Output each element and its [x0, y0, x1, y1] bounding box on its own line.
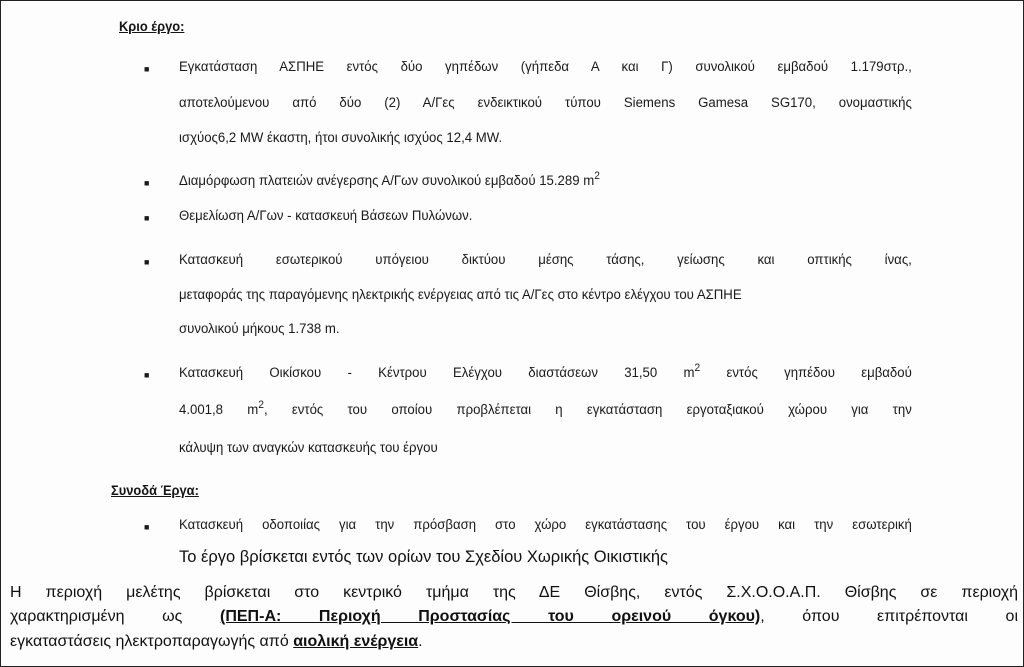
item-1-line-2: αποτελούμενου από δύο (2) Α/Γες ενδεικτικού τύπου Siemens Gamesa SG170, ονομαστικής: [179, 95, 912, 111]
bullet-icon: ■: [144, 213, 150, 223]
zone-designation: (ΠΕΠ-Α: Περιοχή Προστασίας του ορεινού όγκου): [220, 608, 761, 625]
item-4-line-3: συνολικού μήκους 1.738 m.: [179, 321, 340, 337]
study-area-para-line-2: χαρακτηρισμένη ως (ΠΕΠ-Α: Περιοχή Προστασίας του ορεινού όγκου), όπου επιτρέπονται οι: [10, 608, 1018, 625]
bullet-icon: ■: [144, 64, 150, 74]
ancillary-item-text: Κατασκευή οδοποιίας για την πρόσβαση στο χώρο εγκατάστασης του έργου και την εσωτερική: [179, 517, 912, 533]
wind-energy-term: αιολική ενέργεια: [293, 633, 419, 650]
study-area-para-line-1: Η περιοχή μελέτης βρίσκεται στο κεντρικό τμήμα της ΔΕ Θίσβης, εντός Σ.Χ.Ο.Ο.Α.Π. Θίσβης σε περιοχή: [10, 584, 1018, 601]
item-1-line-3: ισχύος6,2 MW έκαστη, ήτοι συνολικής ισχύος 12,4 MW.: [179, 130, 503, 146]
superscript: 2: [258, 399, 264, 411]
item-4-line-2: μεταφοράς της παραγόμενης ηλεκτρικής ενέργειας από τις Α/Γες στο κέντρο ελέγχου του ΑΣΠΗΕ: [179, 287, 742, 303]
item-5-line-1: Κατασκευή Οικίσκου - Κέντρου Ελέγχου διαστάσεων 31,50 $m^2$ εντός γηπέδου εμβαδού: [179, 362, 912, 381]
bullet-icon: ■: [144, 522, 150, 532]
item-4-line-1: Κατασκευή εσωτερικού υπόγειου δικτύου μέσης τάσης, γείωσης και οπτικής ίνας,: [179, 252, 912, 268]
study-area-para-line-3: εγκαταστάσεις ηλεκτροπαραγωγής από αιολική ενέργεια.: [10, 633, 423, 650]
superscript: 2: [594, 170, 600, 182]
item-5-line-2: 4.001,8 $m^2$, εντός του οποίου προβλέπεται η εγκατάσταση εργοταξιακού χώρου για την: [179, 399, 912, 418]
item-3-text: Θεμελίωση Α/Γων - κατασκευή Βάσεων Πυλώνων.: [179, 208, 473, 224]
ancillary-works-heading: Συνοδά Έργα:: [111, 482, 199, 498]
bullet-icon: ■: [144, 370, 150, 380]
item-5-line-3: κάλυψη των αναγκών κατασκευής του έργου: [179, 440, 438, 456]
main-works-heading: Κριο έργο:: [119, 18, 185, 34]
item-1-line-1: Εγκατάσταση ΑΣΠΗΕ εντός δύο γηπέδων (γήπεδα Α και Γ) συνολικού εμβαδού 1.179στρ.,: [179, 59, 912, 75]
overlay-line-1: Το έργο βρίσκεται εντός των ορίων του Σχεδίου Χωρικής Οικιστικής: [179, 548, 668, 566]
superscript: 2: [694, 362, 701, 374]
bullet-icon: ■: [144, 257, 150, 267]
item-2-text: Διαμόρφωση πλατειών ανέγερσης Α/Γων συνολικού εμβαδού 15.289 $m^2$: [179, 170, 600, 189]
bullet-icon: ■: [144, 178, 150, 188]
